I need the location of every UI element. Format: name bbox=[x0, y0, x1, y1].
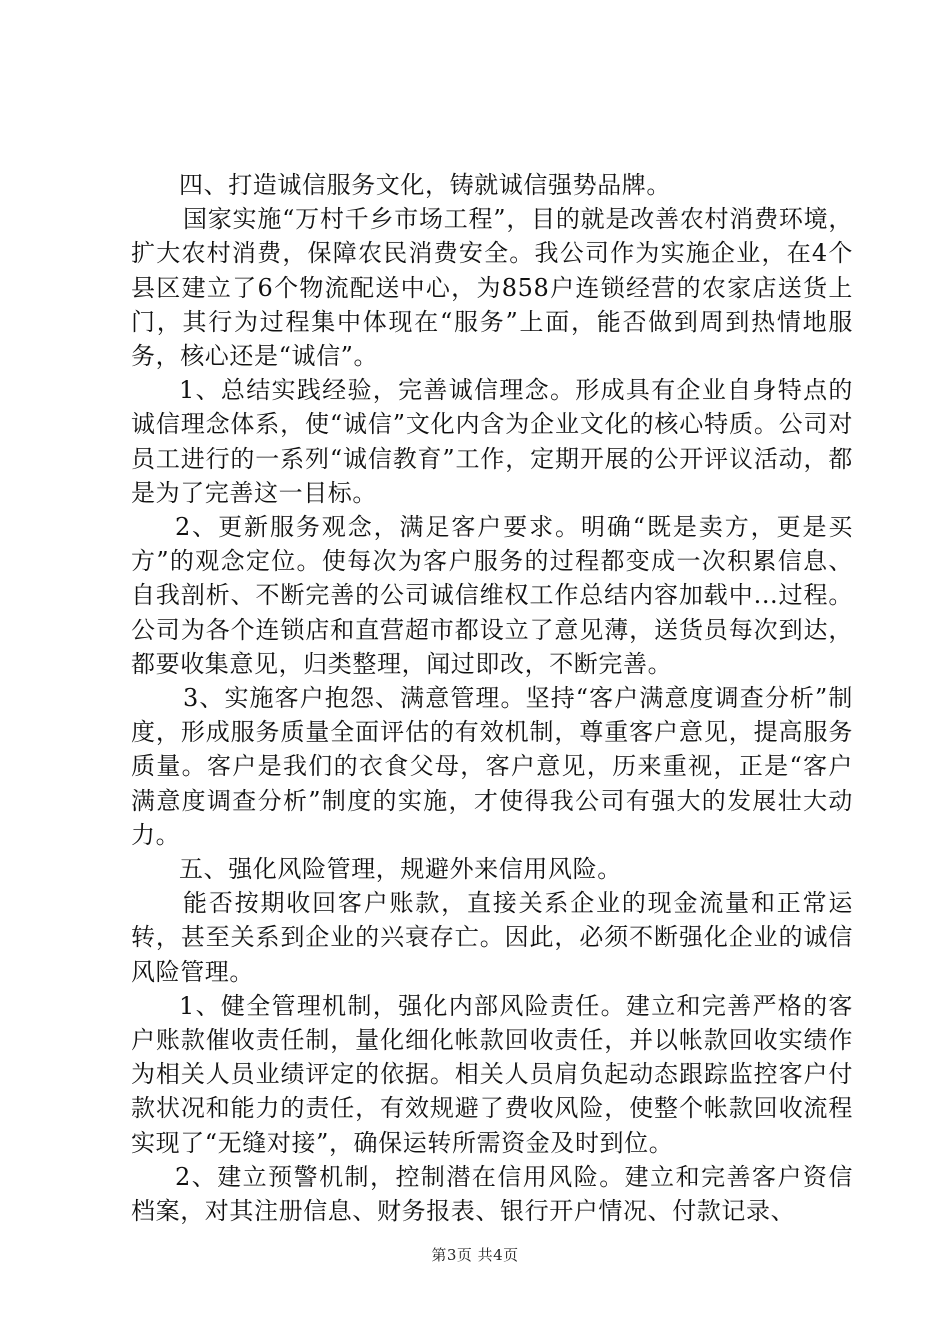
section-heading-four: 四、打造诚信服务文化，铸就诚信强势品牌。 bbox=[179, 171, 671, 199]
paragraph-item-1: 1、总结实践经验，完善诚信理念。形成具有企业自身特点的诚信理念体系，使“诚信”文化内含为企业文化的核心特质。公司对员工进行的一系列“诚信教育”工作，定期开展的公开评议活动，都是为了完善这一目标。 bbox=[131, 376, 853, 507]
document-body bbox=[131, 168, 853, 1228]
page-footer: 第3页 共4页 bbox=[431, 1246, 519, 1264]
section-heading-five: 五、强化风险管理，规避外来信用风险。 bbox=[179, 855, 622, 884]
paragraph-item-2: 2、更新服务观念，满足客户要求。明确“既是卖方，更是买方”的观念定位。使每次为客户服务的过程都变成一次积累信息、自我剖析、不断完善的公司诚信维权工作总结内容加载中...过程。公司为各个连锁店和直营超市都设立了意见薄，送货员每次到达，都要收集意见，归类整理，闻过即改，不断完善。 bbox=[131, 513, 853, 678]
paragraph-item-3: 3、实施客户抱怨、满意管理。坚持“客户满意度调查分析”制度，形成服务质量全面评估的有效机制，尊重客户意见，提高服务质量。客户是我们的衣食父母，客户意见，历来重视，正是“客户满意度调查分析”制度的实施，才使得我公司有强大的发展壮大动力。 bbox=[131, 684, 853, 849]
paragraph-intro: 国家实施“万村千乡市场工程”，目的就是改善农村消费环境，扩大农村消费，保障农民消费安全。我公司作为实施企业，在4个县区建立了6个物流配送中心，为858户连锁经营的农家店送货上门，其行为过程集中体现在“服务”上面，能否做到周到热情地服务，核心还是“诚信”。 bbox=[131, 205, 853, 371]
paragraph-risk-intro: 能否按期收回客户账款，直接关系企业的现金流量和正常运转，甚至关系到企业的兴衰存亡。因此，必须不断强化企业的诚信风险管理。 bbox=[131, 889, 853, 986]
paragraph-risk-item-2: 2、建立预警机制，控制潜在信用风险。建立和完善客户资信档案，对其注册信息、财务报表、银行开户情况、付款记录、 bbox=[131, 1162, 853, 1226]
paragraph-risk-item-1: 1、健全管理机制，强化内部风险责任。建立和完善严格的客户账款催收责任制，量化细化帐款回收责任，并以帐款回收实绩作为相关人员业绩评定的依据。相关人员肩负起动态跟踪监控客户付款状况和能力的责任，有效规避了费收风险，使整个帐款回收流程实现了“无缝对接”，确保运转所需资金及时到位。 bbox=[131, 991, 853, 1157]
